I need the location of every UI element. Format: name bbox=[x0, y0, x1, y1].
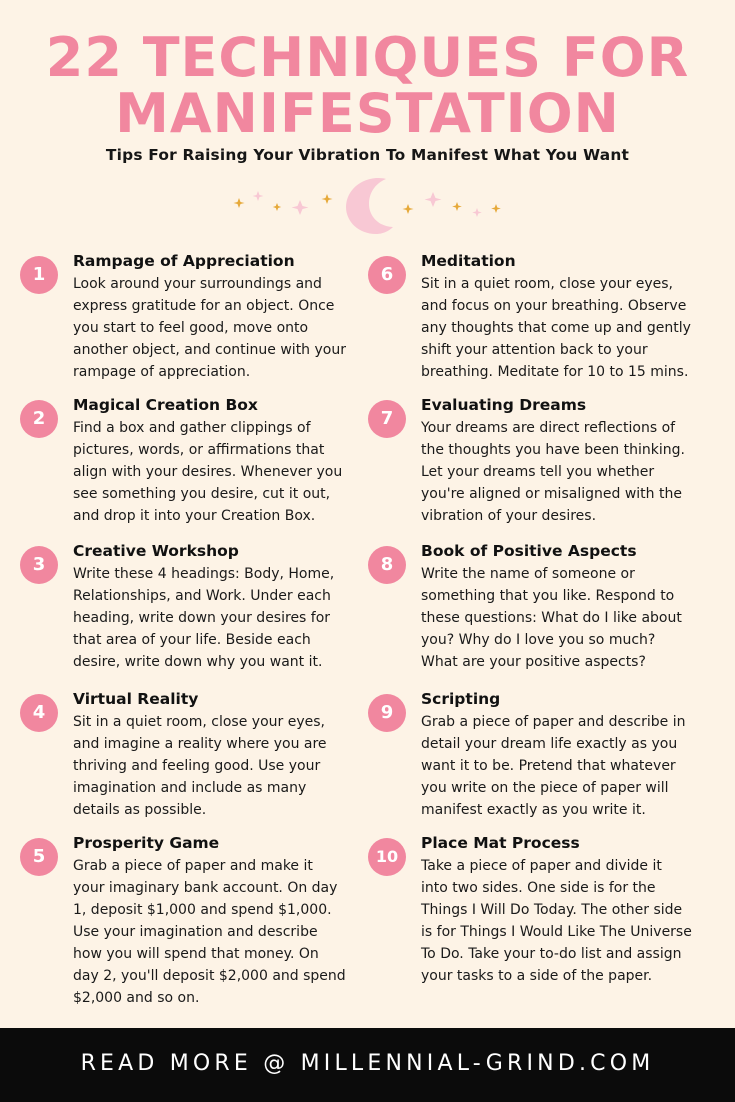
description-line: details as possible. bbox=[73, 802, 207, 818]
description-line: and drop it into your Creation Box. bbox=[73, 508, 316, 524]
number-badge: 10 bbox=[368, 838, 406, 876]
star-icon bbox=[292, 200, 309, 215]
technique-title: Creative Workshop bbox=[73, 542, 239, 560]
description-line: Relationships, and Work. Under each bbox=[73, 588, 331, 604]
description-line: Write the name of someone or bbox=[421, 566, 635, 582]
star-icon bbox=[491, 204, 501, 213]
number-badge: 1 bbox=[20, 256, 58, 294]
description-line: these questions: What do I like about bbox=[421, 610, 682, 626]
description-line: the thoughts you have been thinking. bbox=[421, 442, 685, 458]
description-line: Look around your surroundings and bbox=[73, 276, 322, 292]
star-icon bbox=[253, 191, 264, 201]
description-line: vibration of your desires. bbox=[421, 508, 597, 524]
description-line: imagination and include as many bbox=[73, 780, 307, 796]
technique-title: Meditation bbox=[421, 252, 516, 270]
technique-title: Magical Creation Box bbox=[73, 396, 258, 414]
star-icon bbox=[273, 203, 281, 211]
description-line: and imagine a reality where you are bbox=[73, 736, 327, 752]
technique-description bbox=[421, 855, 711, 987]
description-line: you? Why do I love you so much? bbox=[421, 632, 656, 648]
description-line: manifest exactly as you write it. bbox=[421, 802, 646, 818]
technique-description bbox=[421, 563, 711, 673]
footer-banner bbox=[0, 1028, 735, 1102]
description-line: day 2, you'll deposit $2,000 and spend bbox=[73, 968, 346, 984]
page-title-line-2: MANIFESTATION bbox=[115, 82, 620, 145]
description-line: rampage of appreciation. bbox=[73, 364, 251, 380]
description-line: something that you like. Respond to bbox=[421, 588, 675, 604]
footer-link[interactable]: READ MORE @ MILLENNIAL-GRIND.COM bbox=[80, 1051, 655, 1076]
description-line: Your dreams are direct reflections of bbox=[421, 420, 676, 436]
technique-description bbox=[421, 273, 711, 383]
description-line: another object, and continue with your bbox=[73, 342, 346, 358]
description-line: express gratitude for an object. Once bbox=[73, 298, 335, 314]
description-line: how you will spend that money. On bbox=[73, 946, 319, 962]
description-line: breathing. Meditate for 10 to 15 mins. bbox=[421, 364, 689, 380]
technique-title: Rampage of Appreciation bbox=[73, 252, 295, 270]
description-line: desire, write down why you want it. bbox=[73, 654, 323, 670]
description-line: To Do. Take your to-do list and assign bbox=[421, 946, 682, 962]
description-line: Write these 4 headings: Body, Home, bbox=[73, 566, 335, 582]
description-line: Find a box and gather clippings of bbox=[73, 420, 311, 436]
description-line: any thoughts that come up and gently bbox=[421, 320, 691, 336]
number-badge: 7 bbox=[368, 400, 406, 438]
description-line: Grab a piece of paper and describe in bbox=[421, 714, 686, 730]
description-line: pictures, words, or affirmations that bbox=[73, 442, 325, 458]
description-line: heading, write down your desires for bbox=[73, 610, 331, 626]
number-badge: 9 bbox=[368, 694, 406, 732]
technique-description bbox=[73, 273, 363, 383]
moon-icon bbox=[346, 178, 393, 234]
number-badge: 6 bbox=[368, 256, 406, 294]
description-line: Grab a piece of paper and make it bbox=[73, 858, 313, 874]
description-line: align with your desires. Whenever you bbox=[73, 464, 343, 480]
description-line: Things I Will Do Today. The other side bbox=[421, 902, 683, 918]
description-line: $2,000 and so on. bbox=[73, 990, 200, 1006]
star-icon bbox=[234, 198, 245, 208]
star-icon bbox=[403, 204, 414, 214]
number-badge: 8 bbox=[368, 546, 406, 584]
technique-description bbox=[73, 417, 363, 527]
description-line: your tasks to a side of the paper. bbox=[421, 968, 653, 984]
description-line: Take a piece of paper and divide it bbox=[421, 858, 662, 874]
number-badge: 5 bbox=[20, 838, 58, 876]
page-title-line-1: 22 TECHNIQUES FOR bbox=[45, 26, 690, 89]
description-line: want it to be. Pretend that whatever bbox=[421, 758, 676, 774]
description-line: 1, deposit $1,000 and spend $1,000. bbox=[73, 902, 332, 918]
technique-description bbox=[73, 563, 363, 673]
description-line: see something you desire, cut it out, bbox=[73, 486, 331, 502]
description-line: Use your imagination and describe bbox=[73, 924, 318, 940]
star-icon bbox=[322, 194, 333, 204]
description-line: you write on the piece of paper will bbox=[421, 780, 669, 796]
page-subtitle: Tips For Raising Your Vibration To Manifest What You Want bbox=[105, 146, 630, 164]
description-line: Sit in a quiet room, close your eyes, bbox=[421, 276, 673, 292]
technique-title: Book of Positive Aspects bbox=[421, 542, 637, 560]
technique-title: Evaluating Dreams bbox=[421, 396, 587, 414]
number-badge: 4 bbox=[20, 694, 58, 732]
description-line: your imaginary bank account. On day bbox=[73, 880, 338, 896]
technique-description bbox=[73, 855, 363, 1009]
description-line: detail your dream life exactly as you bbox=[421, 736, 678, 752]
number-badge: 3 bbox=[20, 546, 58, 584]
technique-description bbox=[421, 417, 711, 527]
description-line: and focus on your breathing. Observe bbox=[421, 298, 687, 314]
star-icon bbox=[425, 192, 442, 207]
technique-title: Virtual Reality bbox=[73, 690, 199, 708]
description-line: you're aligned or misaligned with the bbox=[421, 486, 682, 502]
moon-stars-decoration bbox=[226, 172, 509, 236]
technique-title: Prosperity Game bbox=[73, 834, 220, 852]
description-line: that area of your life. Beside each bbox=[73, 632, 311, 648]
description-line: you start to feel good, move onto bbox=[73, 320, 309, 336]
description-line: Let your dreams tell you whether bbox=[421, 464, 655, 480]
description-line: into two sides. One side is for the bbox=[421, 880, 656, 896]
technique-description bbox=[421, 711, 711, 821]
technique-title: Place Mat Process bbox=[421, 834, 580, 852]
technique-description bbox=[73, 711, 363, 821]
description-line: shift your attention back to your bbox=[421, 342, 648, 358]
description-line: is for Things I Would Like The Universe bbox=[421, 924, 692, 940]
description-line: What are your positive aspects? bbox=[421, 654, 646, 670]
star-icon bbox=[452, 202, 462, 211]
technique-title: Scripting bbox=[421, 690, 501, 708]
number-badge: 2 bbox=[20, 400, 58, 438]
description-line: thriving and feeling good. Use your bbox=[73, 758, 321, 774]
star-icon bbox=[472, 208, 482, 217]
description-line: Sit in a quiet room, close your eyes, bbox=[73, 714, 325, 730]
